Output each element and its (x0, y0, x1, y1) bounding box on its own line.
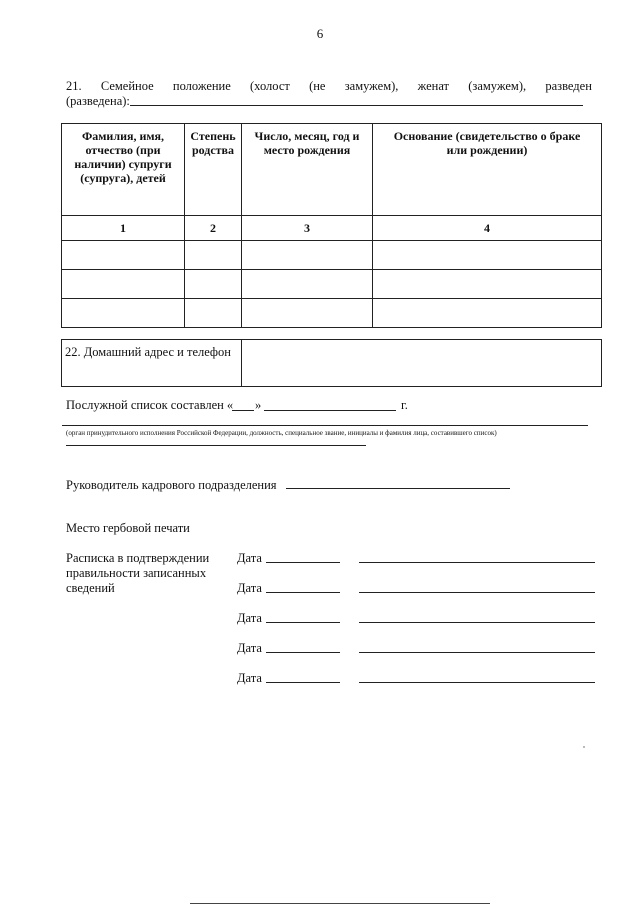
section21-word: замужем), (344, 79, 399, 93)
seal-label: Место гербовой печати (66, 521, 190, 535)
date-field[interactable] (266, 682, 340, 683)
date-label: Дата (237, 671, 262, 685)
table-cell[interactable] (242, 299, 373, 328)
address-field[interactable] (242, 340, 602, 387)
date-label: Дата (237, 641, 262, 655)
table-cell[interactable] (185, 270, 242, 299)
signature-field[interactable] (359, 682, 595, 683)
signature-field[interactable] (359, 562, 595, 563)
service-record-author-field-2[interactable] (66, 445, 366, 446)
signature-field[interactable] (359, 622, 595, 623)
hr-head-signature-field[interactable] (286, 488, 510, 489)
service-record-suffix: г. (401, 398, 408, 412)
table-cell[interactable] (242, 241, 373, 270)
section21-word: (замужем), (468, 79, 527, 93)
section21-word: (не (309, 79, 326, 93)
service-record-month-field[interactable] (264, 410, 396, 411)
service-record-mid: » (255, 398, 262, 412)
column-number: 1 (62, 216, 185, 241)
section21-word: 21. (66, 79, 82, 93)
family-table-header: Степень родства (185, 124, 242, 216)
section21-word: разведен (545, 79, 592, 93)
table-cell[interactable] (373, 299, 602, 328)
table-cell[interactable] (242, 270, 373, 299)
section21-line1 (66, 79, 592, 94)
address-table (61, 339, 602, 387)
section21-word: женат (417, 79, 450, 93)
table-cell[interactable] (62, 241, 185, 270)
bottom-edge-line (190, 903, 490, 904)
signature-field[interactable] (359, 652, 595, 653)
column-number: 2 (185, 216, 242, 241)
date-field[interactable] (266, 622, 340, 623)
service-record-prefix: Послужной список составлен « (66, 398, 234, 412)
table-row (62, 299, 602, 328)
signature-field[interactable] (359, 592, 595, 593)
date-field[interactable] (266, 652, 340, 653)
address-label: 22. Домашний адрес и телефон (62, 340, 242, 387)
section21-word: (холост (250, 79, 290, 93)
family-table-header: Основание (свидетельство о браке или рождении) (373, 124, 602, 216)
table-cell[interactable] (62, 299, 185, 328)
table-cell[interactable] (62, 270, 185, 299)
marital-status-field[interactable] (130, 105, 583, 106)
service-record-caption: (орган принудительного исполнения Российской Федерации, должность, специальное звание, инициалы и фамилия лица, составившего список) (66, 429, 497, 437)
table-cell[interactable] (185, 241, 242, 270)
date-label: Дата (237, 551, 262, 565)
family-table (61, 123, 602, 328)
date-field[interactable] (266, 592, 340, 593)
table-row (62, 241, 602, 270)
section21-word: Семейное (100, 79, 154, 93)
hr-head-label: Руководитель кадрового подразделения (66, 478, 277, 492)
family-table-header: Фамилия, имя, отчество (при наличии) супруги (супруга), детей (62, 124, 185, 216)
table-cell[interactable] (373, 241, 602, 270)
receipt-label: Расписка в подтверждении правильности записанных сведений (66, 551, 210, 595)
service-record-author-field[interactable] (62, 425, 588, 426)
table-cell[interactable] (185, 299, 242, 328)
date-field[interactable] (266, 562, 340, 563)
column-number: 3 (242, 216, 373, 241)
column-number: 4 (373, 216, 602, 241)
service-record-day-field[interactable] (232, 410, 254, 411)
scan-speck (583, 746, 585, 748)
page-number: 6 (316, 26, 324, 41)
table-row (62, 270, 602, 299)
date-label: Дата (237, 581, 262, 595)
table-cell[interactable] (373, 270, 602, 299)
section21-line2-label: (разведена): (66, 94, 130, 108)
section21-word: положение (172, 79, 231, 93)
family-table-header: Число, месяц, год и место рождения (242, 124, 373, 216)
date-label: Дата (237, 611, 262, 625)
